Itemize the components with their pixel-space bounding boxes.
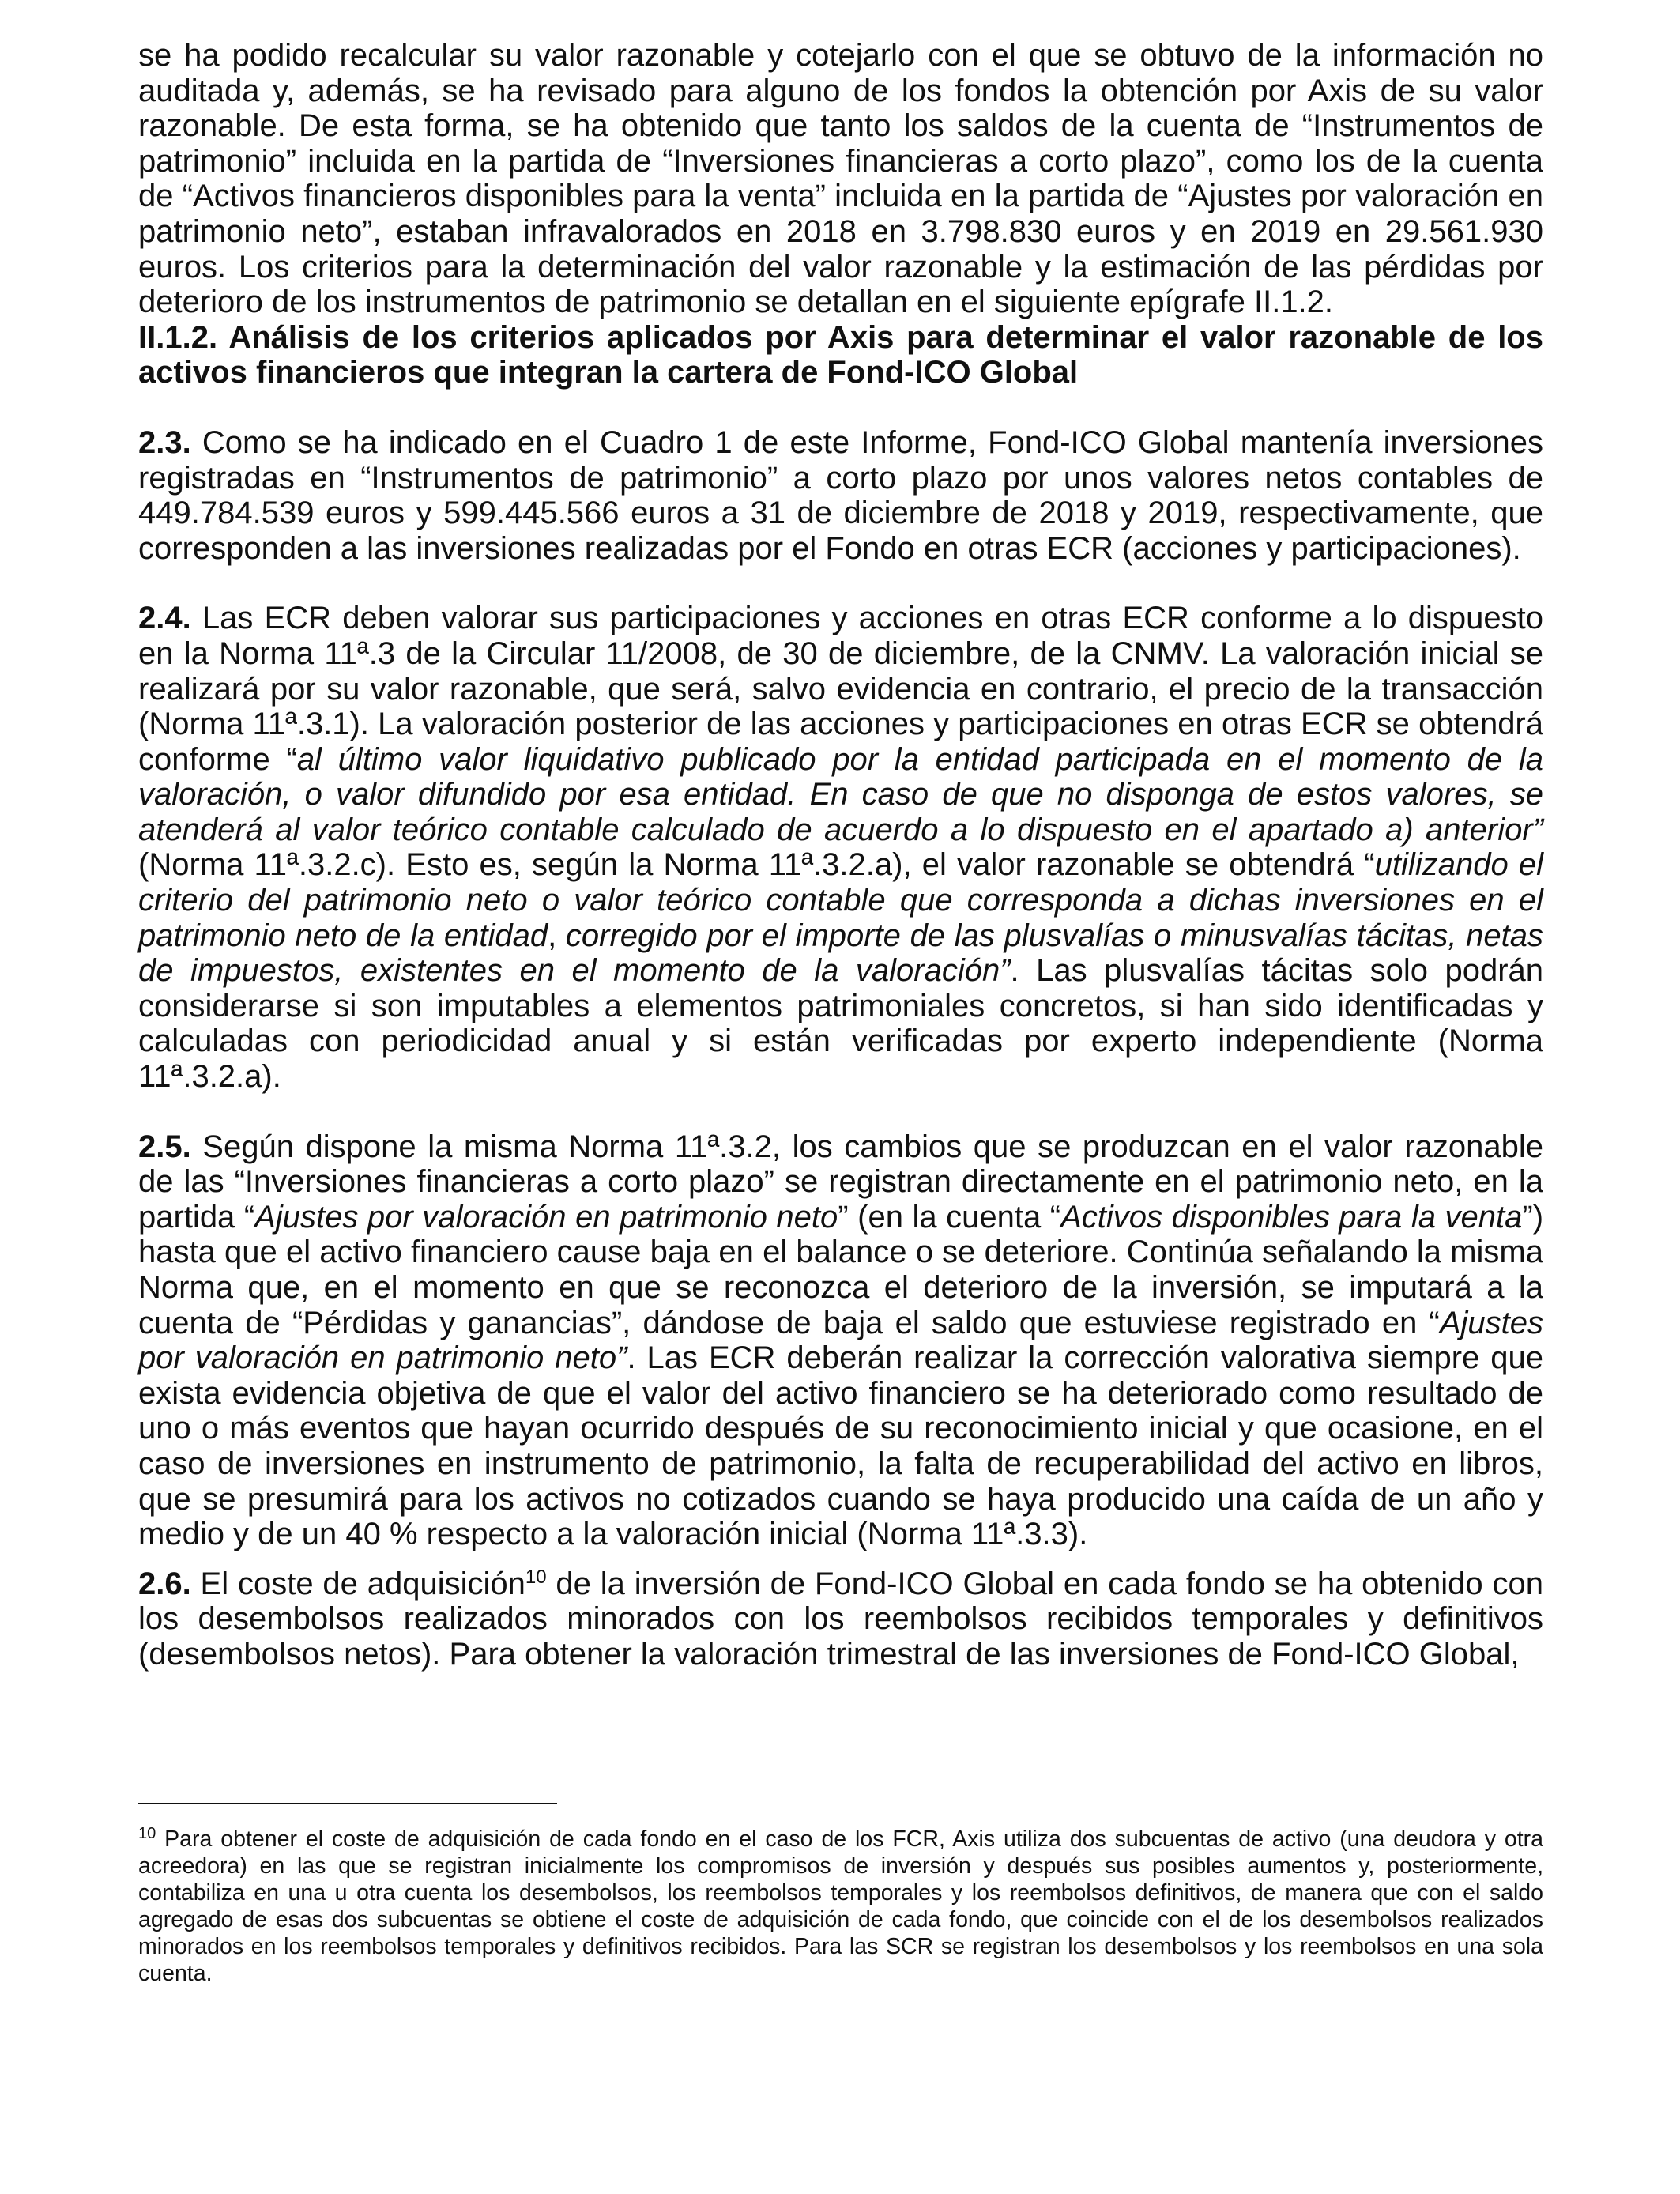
footnote-text: Para obtener el coste de adquisición de cada fondo en el caso de los FCR, Axis utiliza dos subcuentas de activo (una deudora y otra acreedora) en las que se registran inicialmente los compromisos de inversión y después sus posibles aumentos y, posteriormente, contabiliza en una u otra cuenta los desembolsos, los reembolsos temporales y los reembolsos definitivos, de manera que con el saldo agregado de esas dos subcuentas se obtiene el coste de adquisición de cada fondo, que coincide con el de los desembolsos realizados minorados en los reembolsos temporales y definitivos recibidos. Para las SCR se registran los desembolsos y los reembolsos en una sola cuenta. [138,1826,1543,1986]
paragraph-number: 2.5. [138,1129,191,1164]
paragraph-number: 2.3. [138,424,191,460]
document-page [138,38,1543,1672]
italic-term: Ajustes por valoración en patrimonio neto [254,1199,838,1235]
italic-term: Ajustes por valoración en patrimonio neto” [138,1305,1543,1376]
italic-quote: corregido por el importe de las plusvalías o minusvalías tácitas, netas de impuestos, existentes en el momento de la valoración” [138,918,1544,989]
paragraph-number: 2.4. [138,601,191,636]
footnote-marker: 10 [138,1825,156,1842]
paragraph-text: Las ECR deben valorar sus participaciones y acciones en otras ECR conforme a lo dispuesto en la Norma 11ª.3 de la Circular 11/2008, de 30 de diciembre, de la CNMV. La valoración inicial se realizará por su valor razonable, que será, salvo evidencia en contrario, el precio de la transacción (Norma 11ª.3.1). La valoración posterior de las acciones y participaciones en otras ECR se obtendrá conforme “ [138,601,1543,777]
footnote-10 [138,1826,1543,1987]
intro-paragraph: se ha podido recalcular su valor razonable y cotejarlo con el que se obtuvo de la información no auditada y, además, se ha revisado para alguno de los fondos la obtención por Axis de su valor razonable. De esta forma, se ha obtenido que tanto los saldos de la cuenta de “Instrumentos de patrimonio” incluida en la partida de “Inversiones financieras a corto plazo”, como los de la cuenta de “Activos financieros disponibles para la venta” incluida en la partida de “Ajustes por valoración en patrimonio neto”, estaban infravalorados en 2018 en 3.798.830 euros y en 2019 en 29.561.930 euros. Los criterios para la determinación del valor razonable y la estimación de las pérdidas por deterioro de los instrumentos de patrimonio se detallan en el siguiente epígrafe II.1.2. [138,38,1543,320]
paragraph-2-3 [138,425,1543,566]
paragraph-2-5 [138,1129,1543,1552]
paragraph-text: ” (en la cuenta “ [838,1199,1061,1235]
paragraph-text: ”) hasta que el activo financiero cause baja en el balance o se deteriore. Continúa señalando la misma Norma que, en el momento en que se reconozca el deterioro de la inversión, se imputará a la cuenta de “Pérdidas y ganancias”, dándose de baja el saldo que estuviese registrado en “ [138,1199,1544,1340]
paragraph-2-6 [138,1566,1543,1672]
paragraph-text: Como se ha indicado en el Cuadro 1 de este Informe, Fond-ICO Global mantenía inversiones registradas en “Instrumentos de patrimonio” a corto plazo por unos valores netos contables de 449.784.539 euros y 599.445.566 euros a 31 de diciembre de 2018 y 2019, respectivamente, que corresponden a las inversiones realizadas por el Fondo en otras ECR (acciones y participaciones). [138,424,1543,566]
italic-term: Activos disponibles para la venta [1060,1199,1523,1235]
paragraph-2-4 [138,601,1543,1094]
italic-quote: utilizando el criterio del patrimonio neto o valor teórico contable que corresponda a dichas inversiones en el patrimonio neto de la entidad [138,847,1544,953]
paragraph-text: de la inversión de Fond-ICO Global en cada fondo se ha obtenido con los desembolsos realizados minorados con los reembolsos recibidos temporales y definitivos (desembolsos netos). Para obtener la valoración trimestral de las inversiones de Fond-ICO Global, [138,1566,1543,1672]
paragraph-text: (Norma 11ª.3.2.c). Esto es, según la Norma 11ª.3.2.a), el valor razonable se obtendrá “ [138,847,1375,883]
paragraph-number: 2.6. [138,1566,191,1601]
footnote-reference[interactable]: 10 [525,1566,547,1588]
section-heading: II.1.2. Análisis de los criterios aplicados por Axis para determinar el valor razonable de los activos financieros que integran la cartera de Fond-ICO Global [138,319,1543,390]
paragraph-text: . Las ECR deberán realizar la corrección valorativa siempre que exista evidencia objetiva de que el valor del activo financiero se ha deteriorado como resultado de uno o más eventos que hayan ocurrido después de su reconocimiento inicial y que ocasione, en el caso de inversiones en instrumento de patrimonio, la falta de recuperabilidad del activo en libros, que se presumirá para los activos no cotizados cuando se haya producido una caída de un año y medio y de un 40 % respecto a la valoración inicial (Norma 11ª.3.3). [138,1340,1543,1552]
paragraph-text: . Las plusvalías tácitas solo podrán considerarse si son imputables a elementos patrimoniales concretos, si han sido identificadas y calculadas con periodicidad anual y si están verificadas por experto independiente (Norma 11ª.3.2.a). [138,953,1543,1095]
paragraph-text: Según dispone la misma Norma 11ª.3.2, los cambios que se produzcan en el valor razonable de las “Inversiones financieras a corto plazo” se registran directamente en el patrimonio neto, en la partida “ [138,1129,1543,1235]
footnote-separator [138,1803,557,1804]
paragraph-text: , [548,918,566,953]
paragraph-text: El coste de adquisición [190,1566,525,1601]
italic-quote: al último valor liquidativo publicado por la entidad participada en el momento de la valoración, o valor difundido por esa entidad. En caso de que no disponga de estos valores, se atenderá al valor teórico contable calculado de acuerdo a lo dispuesto en el apartado a) anterior” [138,741,1544,847]
